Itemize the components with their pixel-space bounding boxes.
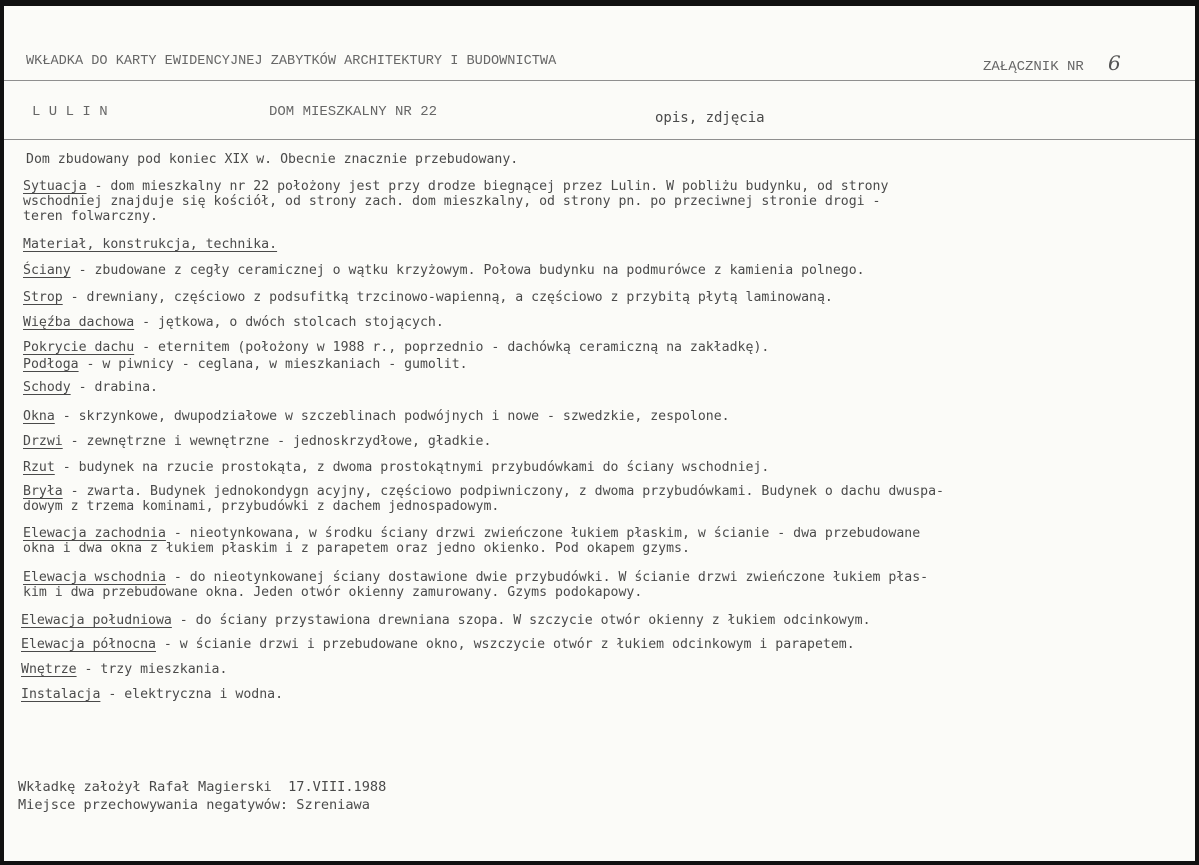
section-label: Wnętrze bbox=[21, 662, 77, 677]
section-label: Ściany bbox=[23, 263, 71, 278]
place-name: L U L I N bbox=[32, 104, 108, 120]
section-label: Bryła bbox=[23, 484, 63, 499]
footer-author: Wkładkę założył Rafał Magierski 17.VIII.1988 bbox=[18, 779, 387, 795]
section-text: - drewniany, częściowo z podsufitką trzcinowo-wapienną, a częściowo z przybitą płytą laminowaną. bbox=[62, 290, 833, 305]
section-label: Pokrycie dachu bbox=[23, 340, 135, 355]
section-label: Elewacja zachodnia bbox=[23, 526, 166, 541]
section-drzwi bbox=[23, 433, 491, 450]
section-text: - drabina. bbox=[70, 380, 158, 395]
footer-storage: Miejsce przechowywania negatywów: Szreniawa bbox=[18, 797, 370, 813]
section-text: - budynek na rzucie prostokąta, z dwoma prostokątnymi przybudówkami do ściany wschodniej. bbox=[54, 460, 770, 475]
section-wiezba bbox=[23, 314, 444, 331]
section-wnetrze bbox=[21, 661, 227, 678]
section-sciany bbox=[23, 262, 865, 279]
section-strop bbox=[23, 289, 833, 306]
record-content: opis, zdjęcia bbox=[655, 110, 765, 126]
section-label: Elewacja północna bbox=[21, 637, 156, 652]
section-label: Okna bbox=[23, 409, 55, 424]
section-text: - zewnętrzne i wewnętrzne - jednoskrzydłowe, gładkie. bbox=[62, 434, 492, 449]
section-el-pn bbox=[21, 636, 855, 653]
header-divider-top bbox=[4, 80, 1195, 81]
form-title: WKŁADKA DO KARTY EWIDENCYJNEJ ZABYTKÓW ARCHITEKTURY I BUDOWNICTWA bbox=[26, 54, 557, 69]
section-text: - dom mieszkalny nr 22 położony jest przy drodze biegnącej przez Lulin. W pobliżu budynku, od strony bbox=[86, 179, 889, 194]
section-rzut bbox=[23, 459, 769, 476]
section-label: Podłoga bbox=[23, 357, 79, 372]
object-name: DOM MIESZKALNY NR 22 bbox=[269, 104, 438, 120]
section-sytuacja-line3: teren folwarczny. bbox=[23, 209, 158, 224]
section-text: - eternitem (położony w 1988 r., poprzednio - dachówką ceramiczną na zakładkę). bbox=[134, 340, 770, 355]
section-instalacja bbox=[21, 686, 283, 703]
section-text: - w ścianie drzwi i przebudowane okno, wszczycie otwór z łukiem odcinkowym i parapetem. bbox=[155, 637, 855, 652]
section-text: - zwarta. Budynek jednokondygn acyjny, częściowo podpiwniczony, z dwoma przybudówkami. Budynek o dachu dwuspa- bbox=[62, 484, 944, 499]
section-label: Elewacja wschodnia bbox=[23, 570, 166, 585]
section-text: - do nieotynkowanej ściany dostawione dwie przybudówki. W ścianie drzwi zwieńczone łukiem płas- bbox=[165, 570, 929, 585]
section-label: Strop bbox=[23, 290, 63, 305]
annex-number: 6 bbox=[1108, 51, 1121, 75]
section-text: - skrzynkowe, dwupodziałowe w szczeblinach podwójnych i nowe - szwedzkie, zespolone. bbox=[54, 409, 730, 424]
section-el-wsch-line2: kim i dwa przebudowane okna. Jeden otwór okienny zamurowany. Gzyms podokapowy. bbox=[23, 585, 643, 600]
section-label: Instalacja bbox=[21, 687, 101, 702]
section-text: - trzy mieszkania. bbox=[76, 662, 228, 677]
section-label: Schody bbox=[23, 380, 71, 395]
section-text: - nieotynkowana, w środku ściany drzwi zwieńczone łukiem płaskim, w ścianie - dwa przebudowane bbox=[165, 526, 921, 541]
section-podloga bbox=[23, 356, 468, 373]
section-el-zach-line2: okna i dwa okna z łukiem płaskim i z parapetem oraz jedno okienko. Pod okapem gzyms. bbox=[23, 541, 690, 556]
intro-text: Dom zbudowany pod koniec XIX w. Obecnie znacznie przebudowany. bbox=[26, 152, 519, 167]
section-pokrycie bbox=[23, 339, 769, 356]
section-sytuacja-line2: wschodniej znajduje się kościół, od strony zach. dom mieszkalny, od strony pn. po przeciwnej stronie drogi - bbox=[23, 194, 881, 209]
section-okna bbox=[23, 408, 730, 425]
section-label: Drzwi bbox=[23, 434, 63, 449]
header-divider-bottom bbox=[4, 139, 1195, 140]
section-text: - do ściany przystawiona drewniana szopa. W szczycie otwór okienny z łukiem odcinkowym. bbox=[171, 613, 871, 628]
section-text: - w piwnicy - ceglana, w mieszkaniach - gumolit. bbox=[78, 357, 468, 372]
section-el-pol bbox=[21, 612, 871, 629]
section-schody bbox=[23, 379, 158, 396]
annex-label: ZAŁĄCZNIK NR bbox=[983, 59, 1084, 75]
section-label: Sytuacja bbox=[23, 179, 87, 194]
section-text: - jętkowa, o dwóch stolcach stojących. bbox=[134, 315, 444, 330]
section-label: Materiał, konstrukcja, technika. bbox=[23, 237, 278, 252]
section-label: Elewacja południowa bbox=[21, 613, 172, 628]
section-material bbox=[23, 236, 277, 253]
section-label: Rzut bbox=[23, 460, 55, 475]
section-text: - elektryczna i wodna. bbox=[100, 687, 284, 702]
section-bryla-line2: dowym z trzema kominami, przybudówki z dachem jednospadowym. bbox=[23, 499, 500, 514]
index-card bbox=[4, 6, 1195, 861]
section-text: - zbudowane z cegły ceramicznej o wątku krzyżowym. Połowa budynku na podmurówce z kamienia polnego. bbox=[70, 263, 865, 278]
section-label: Więźba dachowa bbox=[23, 315, 135, 330]
